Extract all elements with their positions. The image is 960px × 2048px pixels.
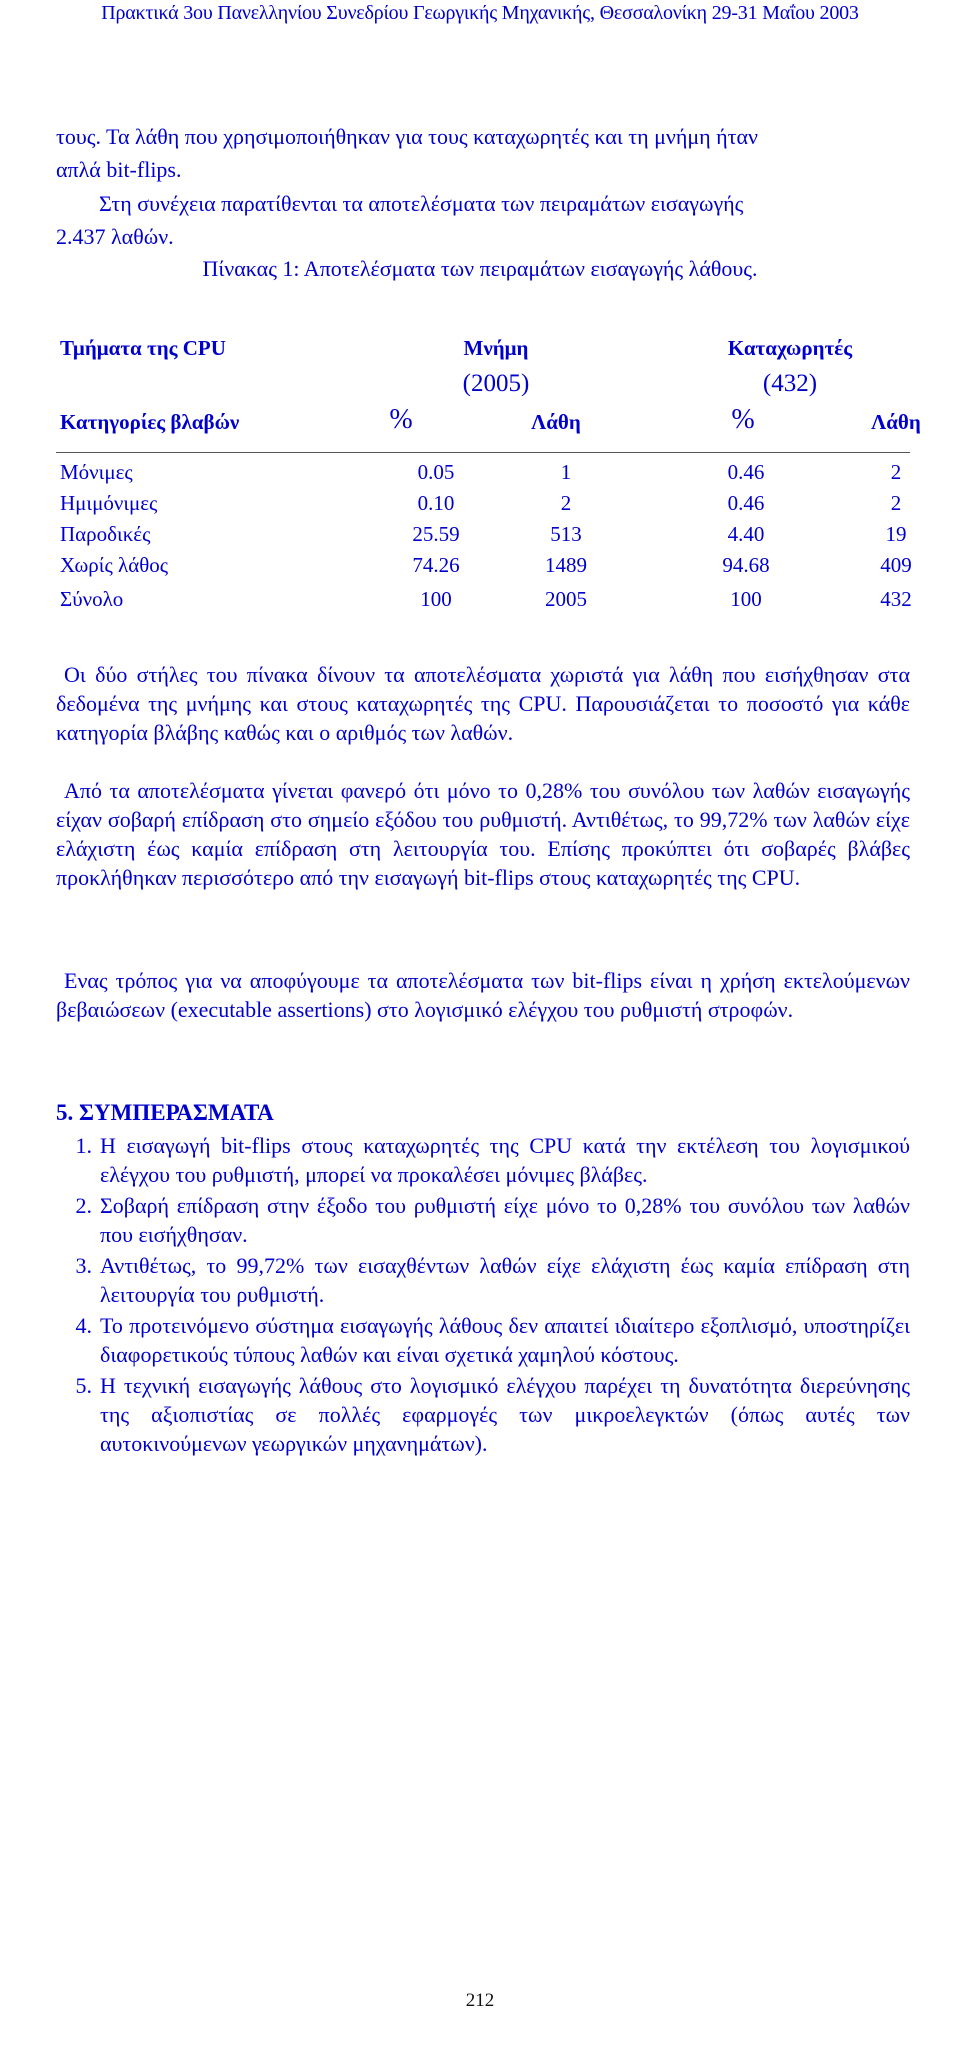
reg-pct-cell: 100: [730, 587, 762, 611]
mem-err-cell: 1: [560, 460, 572, 484]
list-item: [56, 1191, 910, 1249]
memory-errors-header: Λάθη: [531, 410, 581, 434]
list-item-text: Η εισαγωγή bit-flips στους καταχωρητές της CPU κατά την εκτέλεση του λογισμικού ελέγχου του ρυθμιστή, μπορεί να προκαλέσει μόνιμες βλάβες.: [100, 1133, 910, 1187]
list-item: [56, 1311, 910, 1369]
memory-header: Μνήμη: [463, 336, 529, 360]
category-label: Κατηγορίες βλαβών: [60, 410, 240, 434]
list-item-number: 4.: [75, 1313, 92, 1338]
reg-err-cell: 409: [880, 553, 912, 577]
registers-total: (432): [762, 370, 818, 397]
mem-err-cell: 2005: [545, 587, 587, 611]
reg-err-cell: 2: [890, 491, 902, 515]
page-number: 212: [465, 1990, 495, 2011]
reg-pct-cell: 4.40: [727, 522, 765, 546]
memory-total: (2005): [462, 370, 530, 397]
list-item-text: Σοβαρή επίδραση στην έξοδο του ρυθμιστή είχε μόνο το 0,28% του συνόλου των λαθών που εισήχθησαν.: [100, 1193, 910, 1247]
reg-err-cell: 2: [890, 460, 902, 484]
reg-pct-cell: 0.46: [727, 491, 765, 515]
list-item-text: Το προτεινόμενο σύστημα εισαγωγής λάθους δεν απαιτεί ιδιαίτερο εξοπλισμό, υποστηρίζει διαφορετικούς τύπους λαθών και είναι σχετικά χαμηλού κόστους.: [100, 1313, 910, 1367]
body-paragraph-3: Ενας τρόπος για να αποφύγουμε τα αποτελέσματα των bit-flips είναι η χρήση εκτελούμενων βεβαιώσεων (executable assertions) στο λογισμικό ελέγχου του ρυθμιστή στροφών.: [56, 968, 910, 1022]
table-caption: Πίνακας 1: Αποτελέσματα των πειραμάτων εισαγωγής λάθους.: [202, 256, 758, 281]
mem-err-cell: 1489: [545, 553, 587, 577]
reg-err-cell: 19: [885, 522, 907, 546]
mem-err-cell: 2: [560, 491, 572, 515]
mem-err-cell: 513: [550, 522, 582, 546]
reg-pct-cell: 0.46: [727, 460, 765, 484]
memory-pct-header: %: [389, 404, 413, 435]
row-label: Ημιμόνιμες: [60, 491, 158, 515]
intro-line-4: 2.437 λαθών.: [56, 224, 174, 249]
registers-header: Καταχωρητές: [727, 336, 853, 360]
row-label: Σύνολο: [60, 587, 124, 611]
results-table: [56, 330, 921, 630]
row-label: Μόνιμες: [60, 460, 133, 484]
section-heading: 5. ΣΥΜΠΕΡΑΣΜΑΤΑ: [56, 1100, 274, 1125]
table-rule: [56, 452, 910, 453]
mem-pct-cell: 0.10: [417, 491, 455, 515]
conclusions-list: [56, 1131, 910, 1460]
mem-pct-cell: 74.26: [412, 553, 460, 577]
list-item-number: 1.: [75, 1133, 92, 1158]
mem-pct-cell: 100: [420, 587, 452, 611]
list-item-number: 3.: [75, 1253, 92, 1278]
list-item: [56, 1251, 910, 1309]
list-item-text: Αντιθέτως, το 99,72% των εισαχθέντων λαθών είχε ελάχιστη έως καμία επίδραση στη λειτουργία του ρυθμιστή.: [100, 1253, 910, 1307]
list-item: [56, 1371, 910, 1458]
row-label: Χωρίς λάθος: [60, 553, 169, 577]
body-paragraph-1: Οι δύο στήλες του πίνακα δίνουν τα αποτελέσματα χωριστά για λάθη που εισήχθησαν στα δεδομένα της μνήμης και στους καταχωρητές της CPU. Παρουσιάζεται το ποσοστό για κάθε κατηγορία βλάβης καθώς και ο αριθμός των λαθών.: [56, 662, 910, 745]
intro-line-1: τους. Τα λάθη που χρησιμοποιήθηκαν για τους καταχωρητές και τη μνήμη ήταν: [56, 124, 758, 149]
reg-err-cell: 432: [880, 587, 912, 611]
reg-pct-cell: 94.68: [722, 553, 770, 577]
body-paragraph-2: Από τα αποτελέσματα γίνεται φανερό ότι μόνο το 0,28% του συνόλου των λαθών εισαγωγής είχαν σοβαρή επίδραση στο σημείο εξόδου του ρυθμιστή. Αντιθέτως, το 99,72% των λαθών είχε ελάχιστη έως καμία επίδραση στη λειτουργία του. Επίσης προκύπτει ότι σοβαρές βλάβες προκλήθηκαν περισσότερο από την εισαγωγή bit-flips στους καταχωρητές της CPU.: [56, 778, 910, 890]
list-item-number: 5.: [75, 1373, 92, 1398]
list-item-number: 2.: [75, 1193, 92, 1218]
row-label: Παροδικές: [60, 522, 151, 546]
intro-line-2: απλά bit-flips.: [56, 157, 182, 182]
table-group-label: Τμήματα της CPU: [60, 336, 226, 360]
mem-pct-cell: 0.05: [417, 460, 455, 484]
mem-pct-cell: 25.59: [412, 522, 460, 546]
intro-line-3: Στη συνέχεια παρατίθενται τα αποτελέσματα των πειραμάτων εισαγωγής: [99, 191, 744, 216]
list-item: [56, 1131, 910, 1189]
registers-pct-header: %: [731, 404, 755, 435]
running-head: Πρακτικά 3ου Πανελληνίου Συνεδρίου Γεωργικής Μηχανικής, Θεσσαλονίκη 29-31 Μαΐου 2003: [101, 2, 859, 24]
list-item-text: Η τεχνική εισαγωγής λάθους στο λογισμικό ελέγχου παρέχει τη δυνατότητα διερεύνησης της αξιοπιστίας σε πολλές εφαρμογές των μικροελεγκτών (όπως αυτές των αυτοκινούμενων γεωργικών μηχανημάτων).: [100, 1373, 910, 1456]
registers-errors-header: Λάθη: [871, 410, 921, 434]
